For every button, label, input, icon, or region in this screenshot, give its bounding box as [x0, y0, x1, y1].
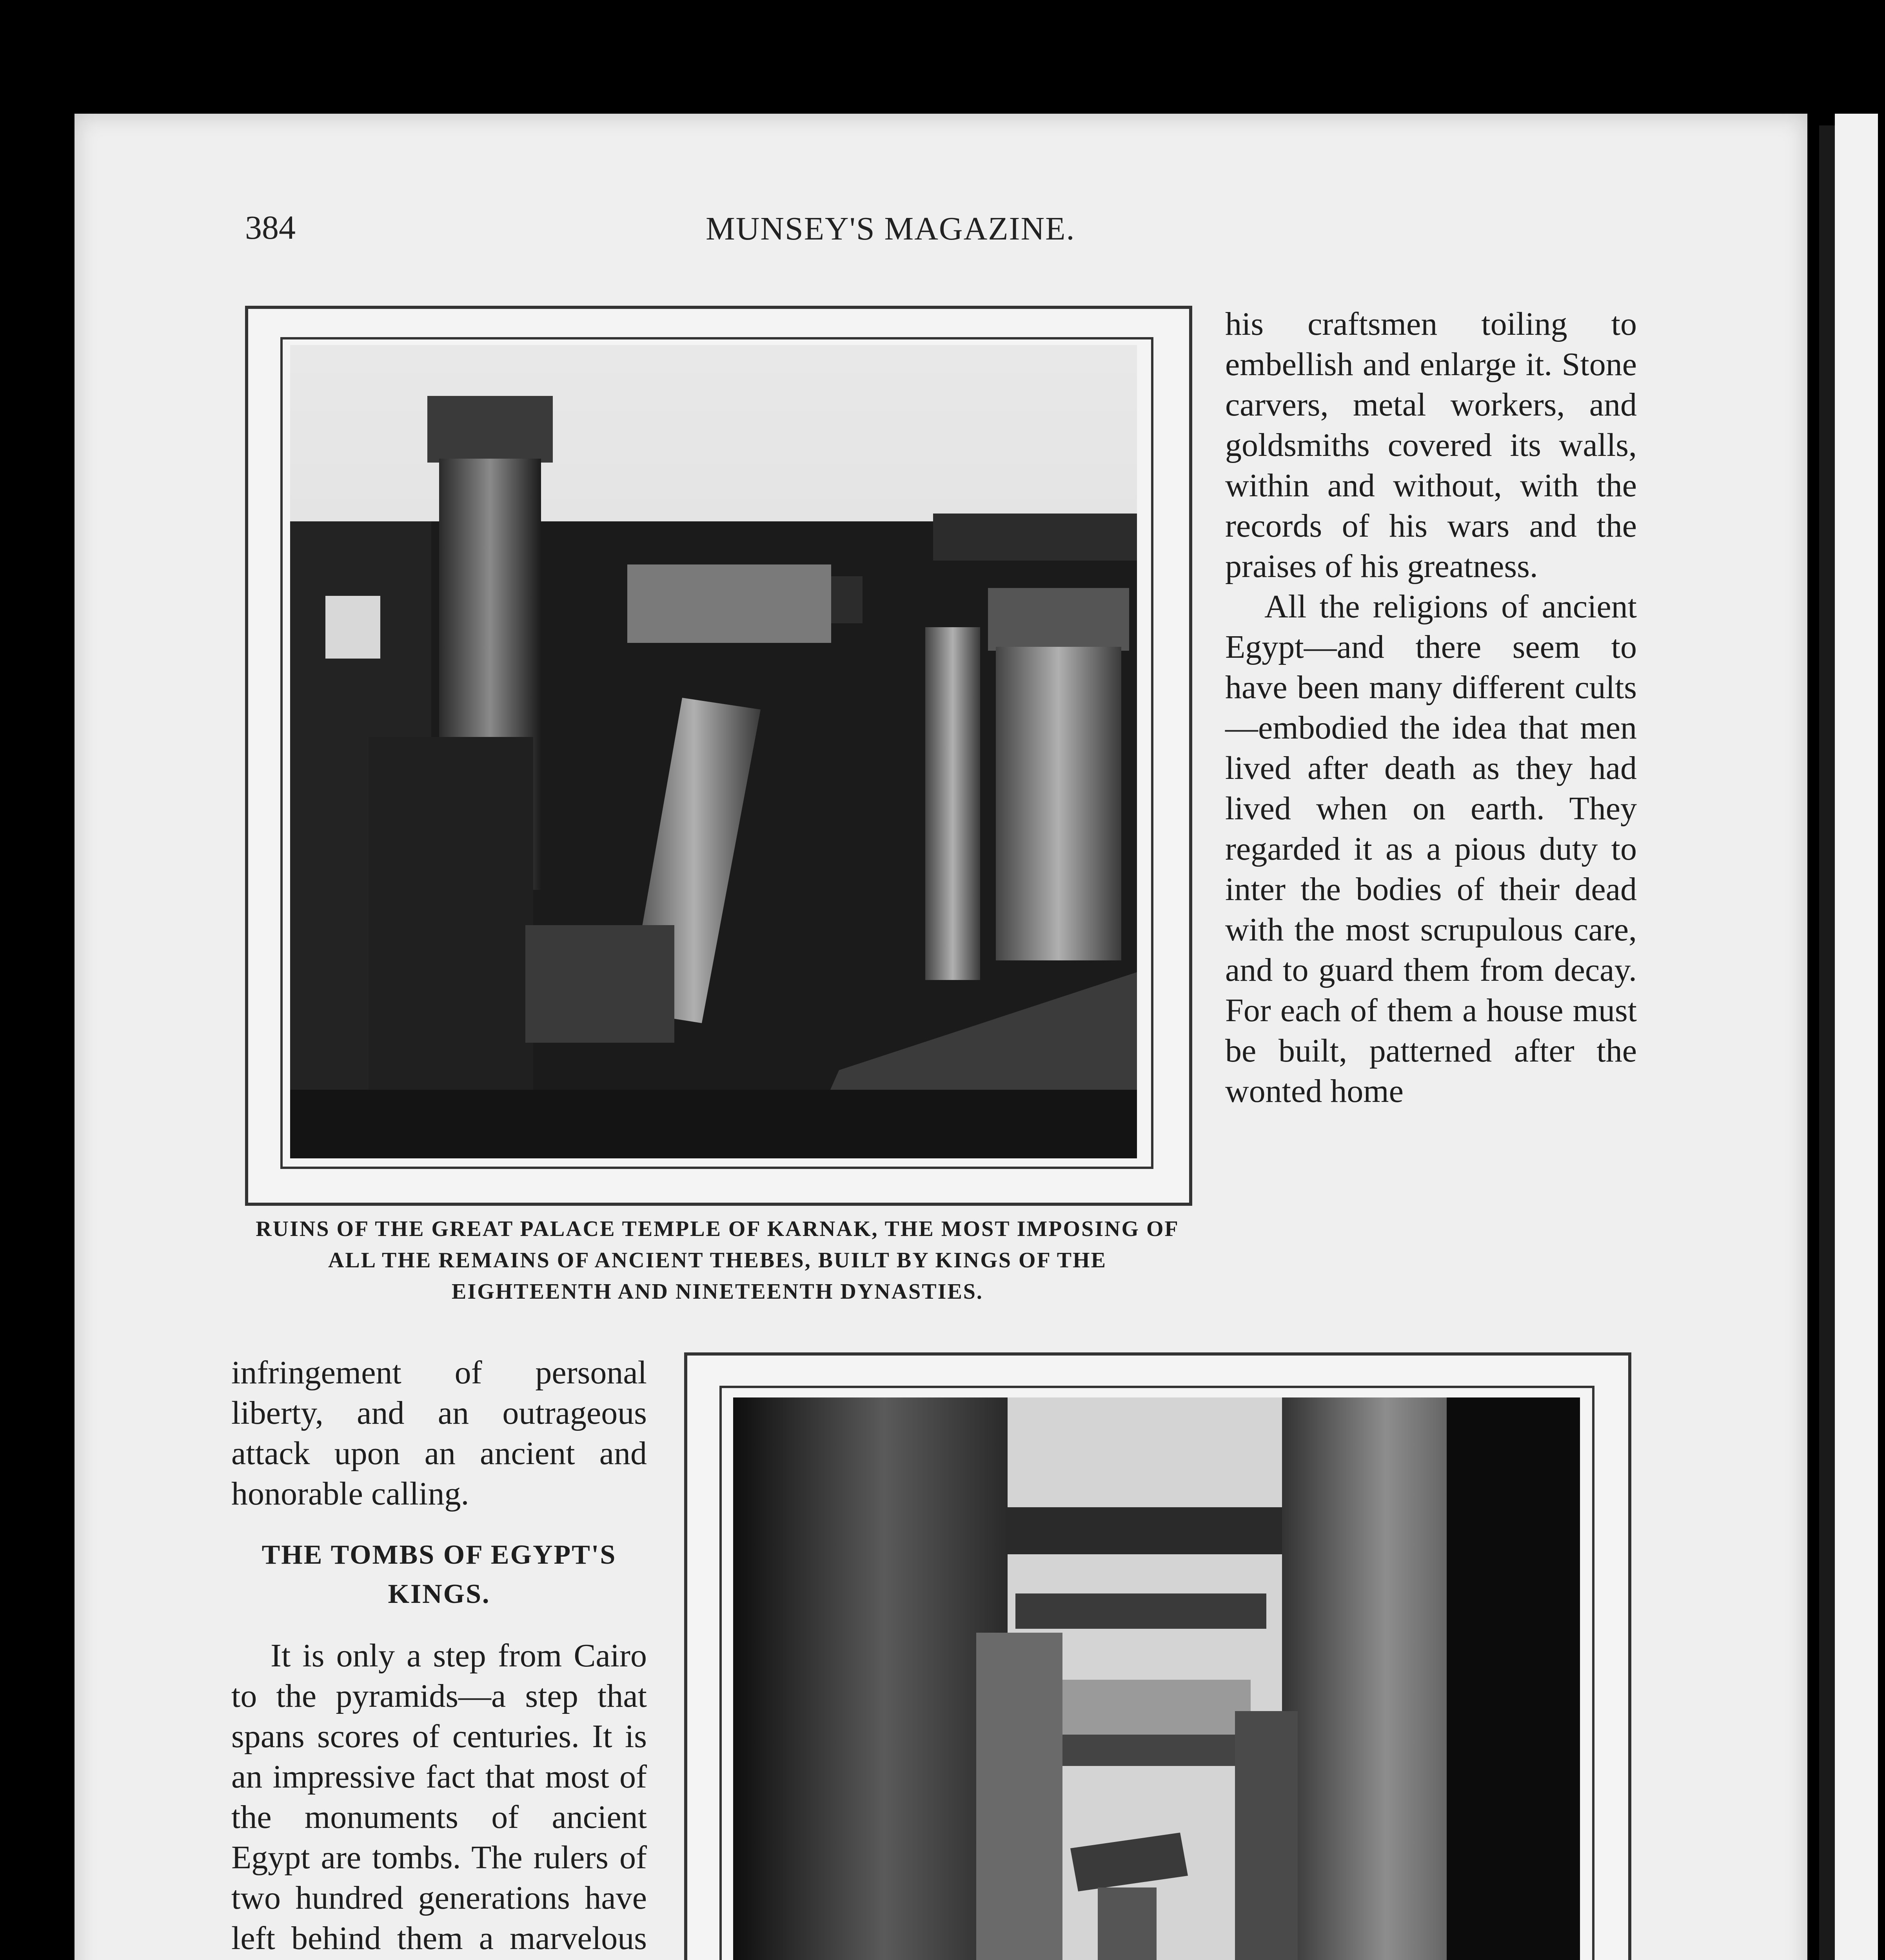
page-gutter-shadow — [1819, 125, 1835, 1960]
running-head: MUNSEY'S MAGAZINE. — [706, 211, 1075, 247]
section-subheading: THE TOMBS OF EGYPT'S KINGS. — [262, 1540, 617, 1609]
right-column-text — [1225, 304, 1637, 1111]
karnak-ruins-photo — [290, 345, 1137, 1158]
right-paragraph-2: All the religions of ancient Egypt—and there seem to have been many different cults—embodied the idea that men lived after death as they had lived when on earth. They regarded it as a pious duty to inter the bodies of their dead with the most scrupulous care, and to guard them from decay. For each of them a house must be built, patterned after the wonted home — [1225, 588, 1637, 1109]
left-paragraph-1: infringement of personal liberty, and an outrageous attack upon an ancient and honorable calling. — [231, 1354, 647, 1512]
facing-page-edge — [1835, 114, 1878, 1960]
left-column-text — [231, 1352, 647, 1960]
top-photo-caption: RUINS OF THE GREAT PALACE TEMPLE OF KARNAK, THE MOST IMPOSING OF ALL THE REMAINS OF ANCIENT THEBES, BUILT BY KINGS OF THE EIGHTEENTH AND NINETEENTH DYNASTIES. — [256, 1217, 1179, 1304]
left-paragraph-2: It is only a step from Cairo to the pyramids—a step that spans scores of centuries. It is an impressive fact that most of the monuments of ancient Egypt are tombs. The rulers of two hundred generations have left behind them a marvelous — [231, 1637, 647, 1956]
right-paragraph-1: his craftsmen toiling to embellish and enlarge it. Stone carvers, metal workers, and goldsmiths covered its walls, within and without, with the records of his wars and the praises of his greatness. — [1225, 306, 1637, 584]
hypostyle-hall-photo — [733, 1397, 1580, 1960]
page-number: 384 — [245, 209, 296, 246]
